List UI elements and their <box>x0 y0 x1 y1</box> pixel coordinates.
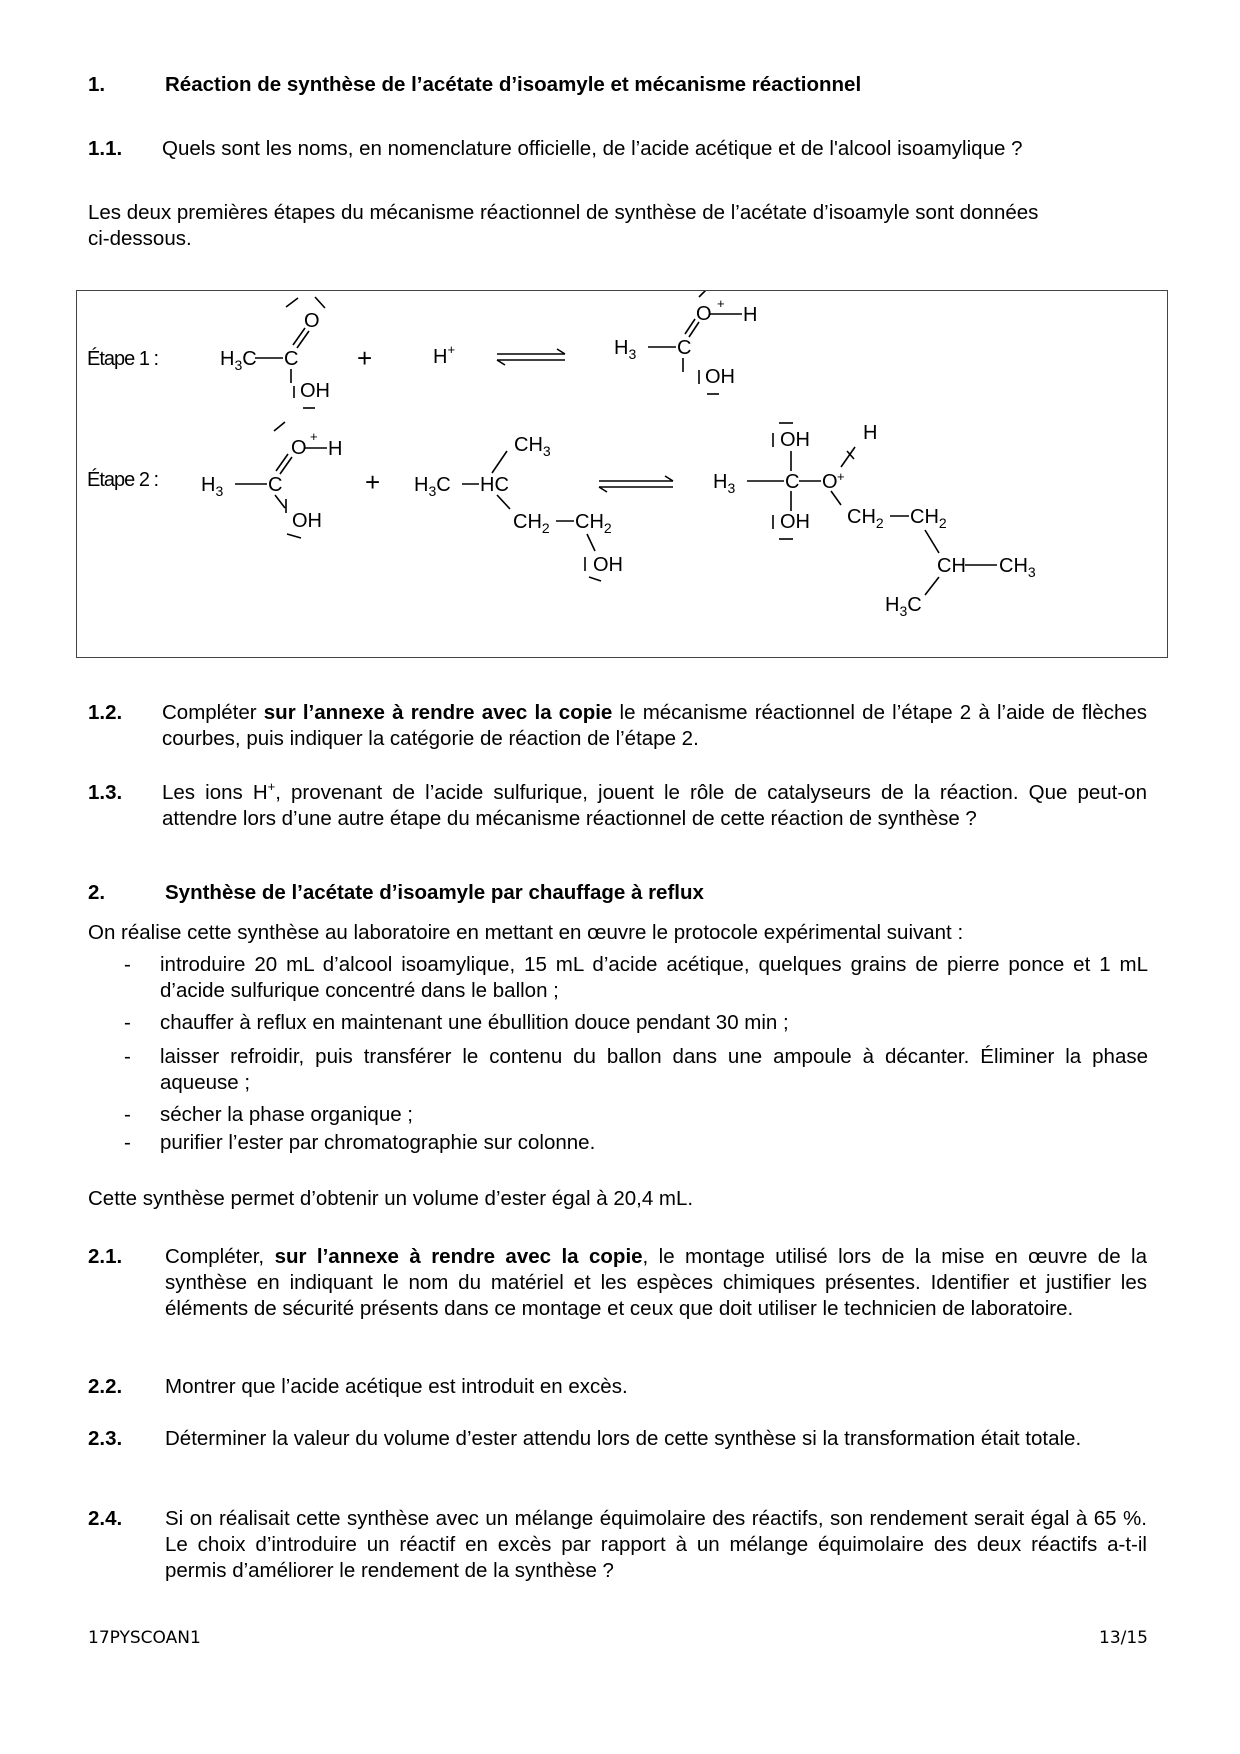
step1-equilibrium-arrow <box>497 349 565 365</box>
svg-text:CH2: $CH_2$ <box>910 506 947 531</box>
svg-text:OH: OH <box>292 510 322 532</box>
svg-text:HC: HC <box>480 474 509 496</box>
protocol-intro: On réalise cette synthèse au laboratoire en mettant en œuvre le protocole expérimental suivant : <box>88 921 964 944</box>
svg-text:CH2: $CH_2$ <box>513 511 550 536</box>
svg-text:H3: $H_3$ <box>201 474 224 499</box>
intro-line-2: ci-dessous. <box>88 227 192 250</box>
question-2-1-number: 2.1. <box>88 1245 123 1268</box>
svg-text:H3C: $H_3C$ <box>414 474 451 499</box>
step2-protonated-acid <box>201 422 342 538</box>
svg-text:C: C <box>785 471 800 493</box>
question-2-4-text: Si on réalisait cette synthèse avec un mélange équimolaire des réactifs, son rendement serait égal à 65 %. Le choix d’introduire un réactif en excès par rapport à un mélange équimolaire des deux réactifs a-t-il permis d’améliorer le rendement de la synthèse ? <box>165 1507 1147 1582</box>
protocol-item: purifier l’ester par chromatographie sur colonne. <box>160 1131 596 1154</box>
section-1-title: Réaction de synthèse de l’acétate d’isoamyle et mécanisme réactionnel <box>165 73 862 96</box>
footer-page-number: 13/15 <box>1099 1628 1148 1648</box>
svg-text:H: H <box>863 422 878 444</box>
svg-text:OH: OH <box>780 511 810 533</box>
svg-text:H+: H+ <box>433 342 456 368</box>
step-1-label: Étape 1 : <box>87 348 159 370</box>
svg-text:+: + <box>717 296 725 311</box>
svg-text:H3: $H_3$ <box>713 471 736 496</box>
question-1-3-number: 1.3. <box>88 781 123 804</box>
svg-text:O: O <box>822 471 838 493</box>
step1-acetic-acid <box>220 297 330 408</box>
bullet-dash: - <box>124 953 131 976</box>
svg-text:C: C <box>677 337 692 359</box>
step-2-label: Étape 2 : <box>87 469 159 491</box>
step2-equilibrium-arrow <box>599 476 673 492</box>
svg-text:+: + <box>310 429 318 444</box>
svg-text:CH2: $CH_2$ <box>575 511 612 536</box>
svg-text:OH: OH <box>780 429 810 451</box>
step1-protonated-acid <box>614 291 757 394</box>
section-1-number: 1. <box>88 73 106 96</box>
intro-line-1: Les deux premières étapes du mécanisme réactionnel de synthèse de l’acétate d’isoamyle sont données <box>88 201 1039 224</box>
svg-text:H3C: $H_3C$ <box>220 348 257 373</box>
svg-text:O: O <box>291 437 307 459</box>
svg-text:CH: CH <box>937 555 966 577</box>
question-1-2-number: 1.2. <box>88 701 123 724</box>
protocol-item: chauffer à reflux en maintenant une ébullition douce pendant 30 min ; <box>160 1011 789 1034</box>
bullet-dash: - <box>124 1103 131 1126</box>
protocol-result: Cette synthèse permet d’obtenir un volume d’ester égal à 20,4 mL. <box>88 1187 694 1210</box>
section-2-title: Synthèse de l’acétate d’isoamyle par chauffage à reflux <box>165 881 704 904</box>
svg-text:C: C <box>268 474 283 496</box>
question-2-2-text: Montrer que l’acide acétique est introduit en excès. <box>165 1375 628 1398</box>
svg-text:CH3: $CH_3$ <box>999 555 1036 580</box>
question-1-1-text: Quels sont les noms, en nomenclature officielle, de l’acide acétique et de l'alcool isoamylique ? <box>162 137 1023 160</box>
protocol-item: introduire 20 mL d’alcool isoamylique, 15 mL d’acide acétique, quelques grains de pierre ponce et 1 mL d’acide sulfurique concentré dans le ballon ; <box>160 953 1148 1002</box>
svg-text:H3C: $H_3C$ <box>885 594 922 619</box>
svg-text:+: + <box>357 343 373 373</box>
footer-code: 17PYSCOAN1 <box>88 1628 201 1648</box>
question-2-4-number: 2.4. <box>88 1507 123 1530</box>
svg-text:O: O <box>696 303 712 325</box>
svg-text:OH: OH <box>705 366 735 388</box>
protocol-item: sécher la phase organique ; <box>160 1103 414 1126</box>
step2-isoamyl-alcohol <box>414 434 623 581</box>
svg-text:OH: OH <box>300 380 330 402</box>
question-2-1-text: Compléter, sur l’annexe à rendre avec la copie, le montage utilisé lors de la mise en œuvre de la synthèse en indiquant le nom du matériel et les espèces chimiques présentes. Identifier et justifier les éléments de sécurité présents dans ce montage et ceux que doit utiliser le technicien de laboratoire. <box>165 1245 1147 1320</box>
section-2-number: 2. <box>88 881 106 904</box>
bullet-dash: - <box>124 1011 131 1034</box>
bullet-dash: - <box>124 1131 131 1154</box>
question-2-3-number: 2.3. <box>88 1427 123 1450</box>
question-2-2-number: 2.2. <box>88 1375 123 1398</box>
svg-text:O: O <box>304 310 320 332</box>
question-1-3-text: Les ions H+, provenant de l’acide sulfurique, jouent le rôle de catalyseurs de la réaction. Que peut-on attendre lors d’une autre étape du mécanisme réactionnel de cette réaction de synthèse ? <box>162 779 1147 830</box>
svg-text:C: C <box>284 348 299 370</box>
question-1-1-number: 1.1. <box>88 137 123 160</box>
question-2-3-text: Déterminer la valeur du volume d’ester attendu lors de cette synthèse si la transformation était totale. <box>165 1427 1082 1450</box>
bullet-dash: - <box>124 1045 131 1068</box>
svg-text:+: + <box>365 467 381 497</box>
protocol-item: laisser refroidir, puis transférer le contenu du ballon dans une ampoule à décanter. Éliminer la phase aqueuse ; <box>160 1045 1148 1094</box>
svg-text:H3: $H_3$ <box>614 337 637 362</box>
question-1-2-text: Compléter sur l’annexe à rendre avec la copie le mécanisme réactionnel de l’étape 2 à l’aide de flèches courbes, puis indiquer la catégorie de réaction de l’étape 2. <box>162 701 1147 750</box>
svg-text:+: + <box>837 469 845 484</box>
svg-text:H: H <box>328 438 343 460</box>
svg-text:OH: OH <box>593 554 623 576</box>
svg-text:H: H <box>743 304 758 326</box>
reaction-scheme <box>76 290 1168 658</box>
svg-text:CH3: $CH_3$ <box>514 434 551 459</box>
step2-tetrahedral-intermediate <box>713 422 1036 619</box>
svg-text:CH2: $CH_2$ <box>847 506 884 531</box>
